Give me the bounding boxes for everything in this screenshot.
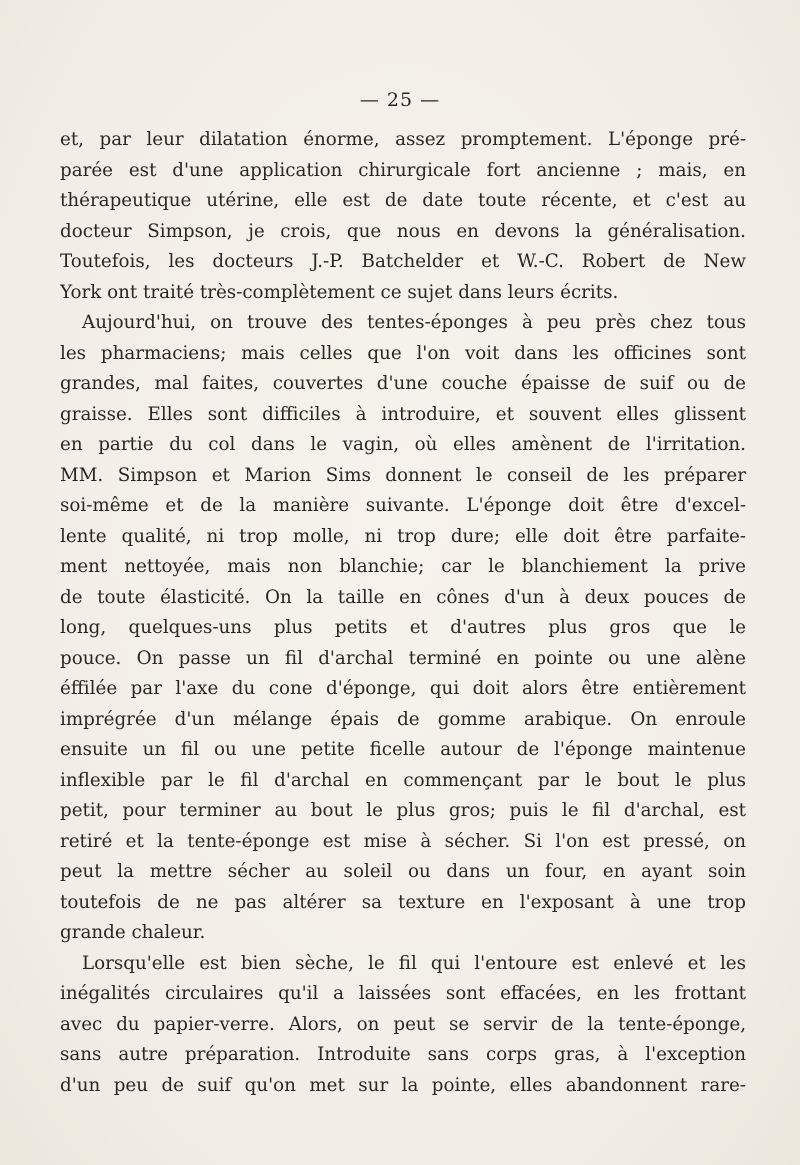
text-line: lente qualité, ni trop molle, ni trop dure; elle doit être parfaite- [60, 525, 746, 547]
text-line: ment nettoyée, mais non blanchie; car le blanchiement la prive [60, 556, 746, 577]
text-line: Toutefois, les docteurs J.-P. Batchelder et W.-C. Robert de New [60, 251, 746, 272]
text-line: sans autre préparation. Introduite sans corps gras, à l'exception [60, 1044, 746, 1065]
text-line: d'un peu de suif qu'on met sur la pointe, elles abandonnent rare- [60, 1074, 746, 1096]
text-line: parée est d'une application chirurgicale fort ancienne ; mais, en [60, 159, 746, 181]
page-number: — 25 — [359, 89, 441, 111]
text-line: thérapeutique utérine, elle est de date toute récente, et c'est au [60, 190, 746, 211]
text-line: en partie du col dans le vagin, où elles amènent de l'irritation. [60, 434, 746, 455]
text-line: les pharmaciens; mais celles que l'on voit dans les officines sont [60, 342, 746, 364]
text-line: grande chaleur. [60, 922, 206, 943]
text-line: avec du papier-verre. Alors, on peut se servir de la tente-éponge, [60, 1013, 746, 1035]
text-line: docteur Simpson, je crois, que nous en devons la généralisation. [60, 220, 746, 242]
text-line: éffilée par l'axe du cone d'éponge, qui doit alors être entièrement [60, 678, 746, 699]
text-line: York ont traité très-complètement ce sujet dans leurs écrits. [60, 281, 619, 303]
text-line: de toute élasticité. On la taille en cônes d'un à deux pouces de [60, 586, 746, 608]
text-line: Lorsqu'elle est bien sèche, le fil qui l'entoure est enlevé et les [82, 952, 746, 974]
text-line: MM. Simpson et Marion Sims donnent le conseil de les préparer [60, 464, 746, 486]
text-line: ensuite un fil ou une petite ficelle autour de l'éponge maintenue [60, 739, 746, 760]
text-line: pouce. On passe un fil d'archal terminé en pointe ou une alène [60, 647, 746, 669]
text-line: inflexible par le fil d'archal en commençant par le bout le plus [60, 769, 746, 791]
text-line: retiré et la tente-éponge est mise à sécher. Si l'on est pressé, on [60, 830, 746, 852]
text-line: inégalités circulaires qu'il a laissées sont effacées, en les frottant [60, 983, 746, 1004]
text-line: toutefois de ne pas altérer sa texture en l'exposant à une trop [60, 891, 746, 913]
text-line: soi-même et de la manière suivante. L'éponge doit être d'excel- [60, 495, 746, 516]
text-line: et, par leur dilatation énorme, assez promptement. L'éponge pré- [60, 129, 746, 150]
text-line: Aujourd'hui, on trouve des tentes-éponges à peu près chez tous [82, 312, 746, 333]
body-text [60, 125, 746, 1101]
text-line: grandes, mal faites, couvertes d'une couche épaisse de suif ou de [60, 373, 746, 394]
text-line: peut la mettre sécher au soleil ou dans un four, en ayant soin [60, 861, 746, 882]
text-line: imprégrée d'un mélange épais de gomme arabique. On enroule [60, 708, 746, 730]
text-line: graisse. Elles sont difficiles à introduire, et souvent elles glissent [60, 403, 746, 425]
text-line: petit, pour terminer au bout le plus gros; puis le fil d'archal, est [60, 800, 746, 821]
text-line: long, quelques-uns plus petits et d'autres plus gros que le [60, 617, 746, 638]
